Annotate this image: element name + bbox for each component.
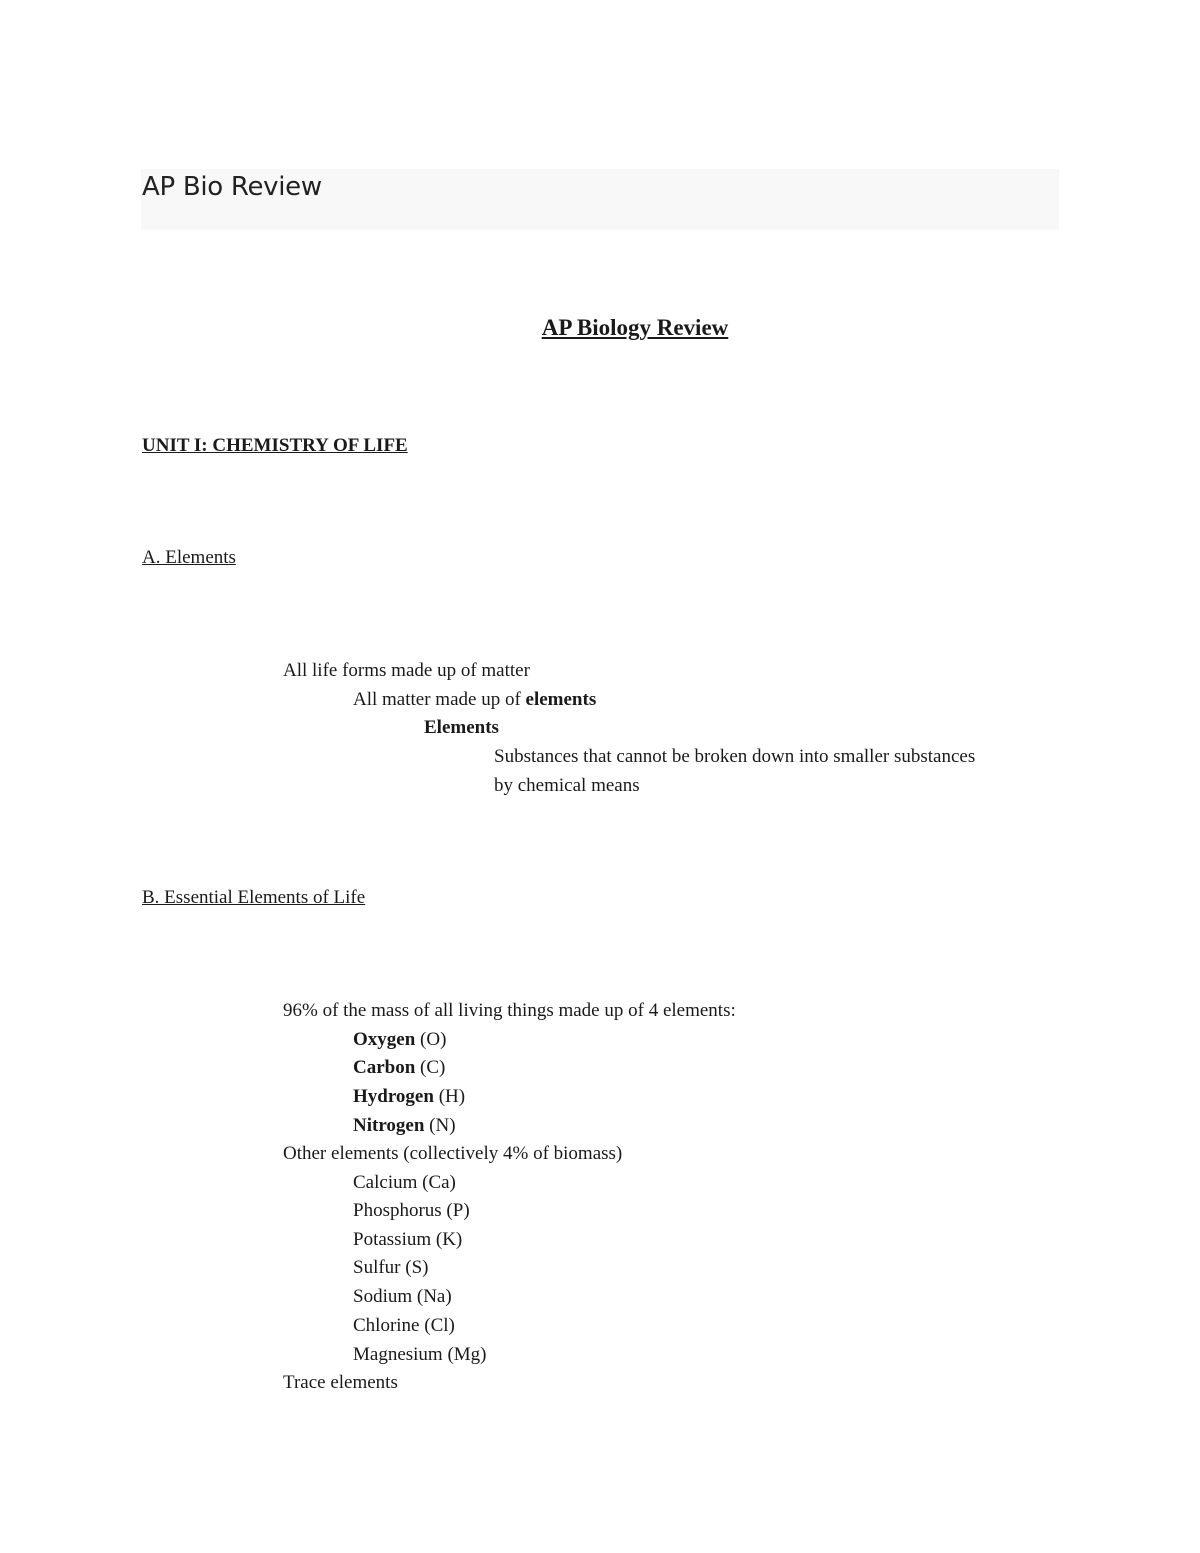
major-element-item — [353, 1054, 445, 1082]
unit-heading: UNIT I: CHEMISTRY OF LIFE — [142, 435, 408, 456]
major-element-name: Hydrogen — [353, 1086, 434, 1107]
section-b-intro: 96% of the mass of all living things made up of 4 elements: — [283, 1000, 736, 1021]
other-element-item: Phosphorus (P) — [353, 1200, 470, 1221]
section-a-heading: A. Elements — [142, 547, 236, 568]
page-title: AP Biology Review — [541, 315, 729, 340]
document-title: AP Bio Review — [142, 172, 322, 202]
major-element-name: Nitrogen — [353, 1115, 425, 1136]
section-a-elements-term: Elements — [424, 717, 499, 738]
other-element-item: Calcium (Ca) — [353, 1172, 456, 1193]
other-element-item: Chlorine (Cl) — [353, 1315, 455, 1336]
other-element-item: Magnesium (Mg) — [353, 1344, 487, 1365]
major-element-name: Carbon — [353, 1057, 416, 1078]
section-a-line-elements — [353, 686, 596, 714]
section-a-line-elements-prefix: All matter made up of — [353, 689, 526, 710]
section-a-definition-line-2: by chemical means — [494, 775, 640, 796]
section-a-line-elements-bold: elements — [525, 689, 597, 710]
major-element-name: Oxygen — [353, 1029, 416, 1050]
major-element-item — [353, 1112, 456, 1140]
major-element-symbol: (C) — [415, 1057, 446, 1078]
section-b-heading: B. Essential Elements of Life — [142, 887, 366, 908]
major-element-symbol: (N) — [424, 1115, 456, 1136]
other-element-item: Potassium (K) — [353, 1229, 463, 1250]
section-a-definition-line-1: Substances that cannot be broken down into smaller substances — [494, 746, 976, 767]
major-element-item — [353, 1083, 465, 1111]
major-element-symbol: (O) — [415, 1029, 447, 1050]
major-element-item — [353, 1026, 446, 1054]
other-element-item: Sulfur (S) — [353, 1257, 429, 1278]
section-a-line-matter: All life forms made up of matter — [283, 660, 530, 681]
major-element-symbol: (H) — [433, 1086, 466, 1107]
trace-elements-heading: Trace elements — [283, 1372, 398, 1393]
other-elements-heading: Other elements (collectively 4% of biomass) — [283, 1143, 623, 1164]
other-element-item: Sodium (Na) — [353, 1286, 452, 1307]
